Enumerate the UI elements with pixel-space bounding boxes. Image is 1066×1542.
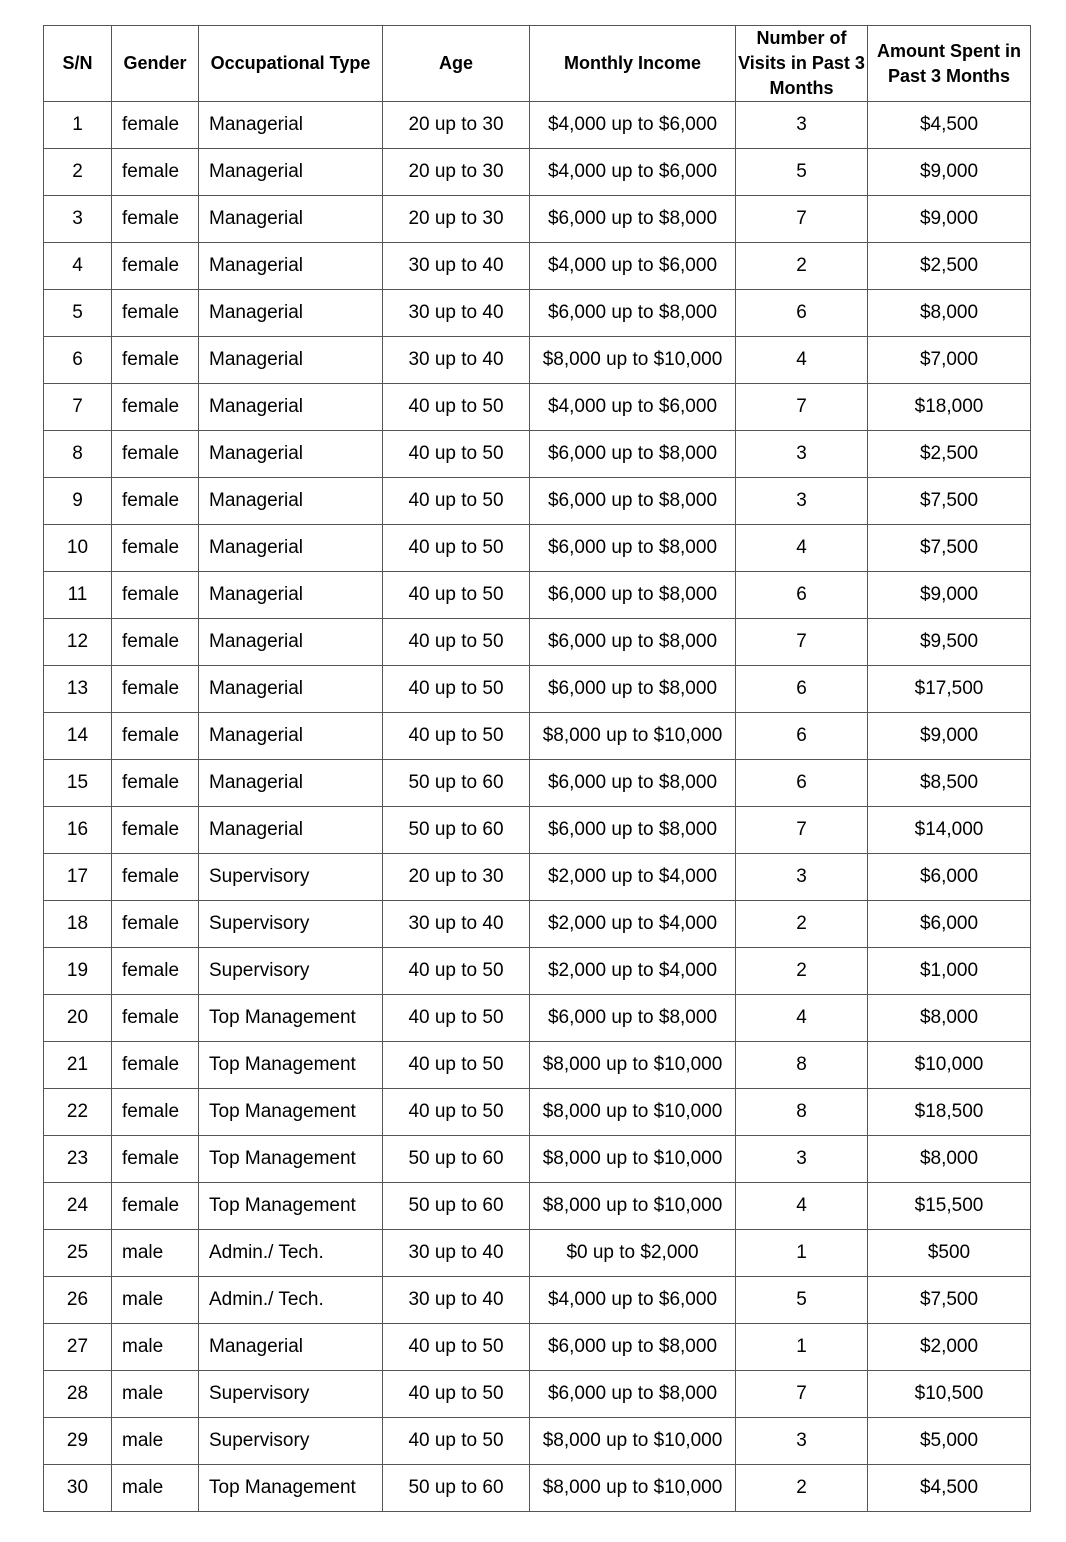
cell-gender: female	[112, 337, 199, 384]
cell-age: 40 up to 50	[383, 384, 530, 431]
cell-visits: 6	[736, 290, 868, 337]
cell-spent: $7,500	[868, 1277, 1031, 1324]
cell-sn: 12	[44, 619, 112, 666]
cell-spent: $7,000	[868, 337, 1031, 384]
cell-occupation: Managerial	[199, 572, 383, 619]
cell-occupation: Top Management	[199, 1465, 383, 1512]
cell-spent: $500	[868, 1230, 1031, 1277]
cell-income: $8,000 up to $10,000	[530, 1183, 736, 1230]
cell-occupation: Managerial	[199, 243, 383, 290]
table-row	[44, 572, 1031, 619]
table-row	[44, 760, 1031, 807]
table-row	[44, 666, 1031, 713]
cell-visits: 6	[736, 760, 868, 807]
cell-age: 40 up to 50	[383, 948, 530, 995]
cell-spent: $1,000	[868, 948, 1031, 995]
cell-spent: $9,500	[868, 619, 1031, 666]
table-row	[44, 149, 1031, 196]
cell-age: 40 up to 50	[383, 713, 530, 760]
cell-income: $6,000 up to $8,000	[530, 1371, 736, 1418]
table-row	[44, 1183, 1031, 1230]
cell-income: $2,000 up to $4,000	[530, 901, 736, 948]
cell-age: 20 up to 30	[383, 854, 530, 901]
cell-sn: 27	[44, 1324, 112, 1371]
cell-occupation: Top Management	[199, 1183, 383, 1230]
table-row	[44, 431, 1031, 478]
cell-income: $4,000 up to $6,000	[530, 384, 736, 431]
cell-occupation: Managerial	[199, 290, 383, 337]
data-table	[43, 25, 1031, 1512]
cell-sn: 8	[44, 431, 112, 478]
cell-sn: 1	[44, 102, 112, 149]
cell-age: 50 up to 60	[383, 760, 530, 807]
cell-sn: 3	[44, 196, 112, 243]
cell-income: $6,000 up to $8,000	[530, 525, 736, 572]
cell-spent: $6,000	[868, 854, 1031, 901]
cell-occupation: Supervisory	[199, 901, 383, 948]
cell-visits: 5	[736, 1277, 868, 1324]
cell-income: $0 up to $2,000	[530, 1230, 736, 1277]
cell-income: $4,000 up to $6,000	[530, 149, 736, 196]
cell-gender: female	[112, 1042, 199, 1089]
header-visits: Number of Visits in Past 3 Months	[736, 26, 868, 102]
cell-age: 20 up to 30	[383, 102, 530, 149]
cell-visits: 6	[736, 666, 868, 713]
table-row	[44, 948, 1031, 995]
cell-sn: 30	[44, 1465, 112, 1512]
cell-age: 50 up to 60	[383, 1183, 530, 1230]
cell-sn: 22	[44, 1089, 112, 1136]
table-row	[44, 1371, 1031, 1418]
cell-gender: female	[112, 102, 199, 149]
cell-gender: female	[112, 995, 199, 1042]
cell-gender: female	[112, 572, 199, 619]
cell-visits: 2	[736, 243, 868, 290]
cell-spent: $8,000	[868, 290, 1031, 337]
cell-visits: 2	[736, 948, 868, 995]
cell-income: $6,000 up to $8,000	[530, 995, 736, 1042]
cell-spent: $9,000	[868, 149, 1031, 196]
cell-spent: $9,000	[868, 196, 1031, 243]
cell-visits: 3	[736, 478, 868, 525]
cell-spent: $18,000	[868, 384, 1031, 431]
cell-income: $6,000 up to $8,000	[530, 619, 736, 666]
cell-sn: 16	[44, 807, 112, 854]
cell-visits: 1	[736, 1230, 868, 1277]
cell-spent: $17,500	[868, 666, 1031, 713]
cell-sn: 23	[44, 1136, 112, 1183]
cell-visits: 3	[736, 854, 868, 901]
cell-age: 20 up to 30	[383, 149, 530, 196]
cell-age: 30 up to 40	[383, 1277, 530, 1324]
cell-age: 40 up to 50	[383, 572, 530, 619]
cell-occupation: Managerial	[199, 713, 383, 760]
table-row	[44, 196, 1031, 243]
cell-sn: 25	[44, 1230, 112, 1277]
cell-occupation: Managerial	[199, 384, 383, 431]
cell-sn: 17	[44, 854, 112, 901]
cell-sn: 15	[44, 760, 112, 807]
cell-gender: female	[112, 478, 199, 525]
cell-income: $2,000 up to $4,000	[530, 854, 736, 901]
cell-income: $6,000 up to $8,000	[530, 666, 736, 713]
table-row	[44, 102, 1031, 149]
cell-sn: 10	[44, 525, 112, 572]
cell-visits: 7	[736, 807, 868, 854]
cell-age: 30 up to 40	[383, 337, 530, 384]
cell-visits: 5	[736, 149, 868, 196]
cell-age: 40 up to 50	[383, 1418, 530, 1465]
cell-sn: 21	[44, 1042, 112, 1089]
cell-spent: $7,500	[868, 525, 1031, 572]
table-row	[44, 995, 1031, 1042]
cell-spent: $2,000	[868, 1324, 1031, 1371]
table-row	[44, 1230, 1031, 1277]
table-row	[44, 478, 1031, 525]
table-row	[44, 807, 1031, 854]
cell-occupation: Admin./ Tech.	[199, 1277, 383, 1324]
cell-occupation: Managerial	[199, 478, 383, 525]
cell-gender: female	[112, 713, 199, 760]
cell-visits: 7	[736, 1371, 868, 1418]
cell-age: 40 up to 50	[383, 1089, 530, 1136]
cell-income: $6,000 up to $8,000	[530, 572, 736, 619]
cell-spent: $10,500	[868, 1371, 1031, 1418]
table-body	[44, 102, 1031, 1512]
table-row	[44, 525, 1031, 572]
cell-gender: female	[112, 1089, 199, 1136]
cell-age: 40 up to 50	[383, 478, 530, 525]
cell-spent: $7,500	[868, 478, 1031, 525]
header-gender: Gender	[112, 26, 199, 102]
cell-income: $6,000 up to $8,000	[530, 290, 736, 337]
cell-age: 50 up to 60	[383, 1136, 530, 1183]
table-row	[44, 1042, 1031, 1089]
cell-income: $4,000 up to $6,000	[530, 243, 736, 290]
cell-sn: 18	[44, 901, 112, 948]
cell-age: 40 up to 50	[383, 1324, 530, 1371]
cell-income: $8,000 up to $10,000	[530, 1136, 736, 1183]
cell-sn: 19	[44, 948, 112, 995]
cell-gender: female	[112, 854, 199, 901]
cell-visits: 1	[736, 1324, 868, 1371]
cell-occupation: Managerial	[199, 196, 383, 243]
cell-gender: female	[112, 384, 199, 431]
cell-sn: 2	[44, 149, 112, 196]
cell-spent: $8,000	[868, 1136, 1031, 1183]
cell-age: 30 up to 40	[383, 243, 530, 290]
cell-visits: 2	[736, 901, 868, 948]
cell-income: $8,000 up to $10,000	[530, 1042, 736, 1089]
cell-spent: $14,000	[868, 807, 1031, 854]
cell-sn: 9	[44, 478, 112, 525]
cell-income: $6,000 up to $8,000	[530, 1324, 736, 1371]
header-age: Age	[383, 26, 530, 102]
cell-gender: male	[112, 1324, 199, 1371]
cell-age: 30 up to 40	[383, 290, 530, 337]
table-row	[44, 384, 1031, 431]
cell-sn: 5	[44, 290, 112, 337]
cell-income: $8,000 up to $10,000	[530, 1418, 736, 1465]
cell-age: 40 up to 50	[383, 525, 530, 572]
table-row	[44, 1277, 1031, 1324]
cell-occupation: Managerial	[199, 337, 383, 384]
cell-sn: 4	[44, 243, 112, 290]
cell-gender: female	[112, 666, 199, 713]
cell-age: 40 up to 50	[383, 995, 530, 1042]
cell-occupation: Managerial	[199, 619, 383, 666]
cell-income: $6,000 up to $8,000	[530, 431, 736, 478]
cell-gender: female	[112, 431, 199, 478]
cell-income: $8,000 up to $10,000	[530, 1089, 736, 1136]
cell-sn: 28	[44, 1371, 112, 1418]
table-row	[44, 1324, 1031, 1371]
cell-sn: 29	[44, 1418, 112, 1465]
cell-occupation: Top Management	[199, 995, 383, 1042]
table-row	[44, 1465, 1031, 1512]
table-row	[44, 901, 1031, 948]
cell-sn: 11	[44, 572, 112, 619]
cell-occupation: Supervisory	[199, 948, 383, 995]
cell-visits: 4	[736, 995, 868, 1042]
cell-visits: 7	[736, 196, 868, 243]
cell-spent: $10,000	[868, 1042, 1031, 1089]
cell-occupation: Managerial	[199, 431, 383, 478]
cell-spent: $15,500	[868, 1183, 1031, 1230]
cell-gender: female	[112, 525, 199, 572]
cell-occupation: Managerial	[199, 666, 383, 713]
cell-sn: 24	[44, 1183, 112, 1230]
cell-age: 20 up to 30	[383, 196, 530, 243]
cell-visits: 3	[736, 1136, 868, 1183]
cell-income: $4,000 up to $6,000	[530, 1277, 736, 1324]
cell-gender: female	[112, 807, 199, 854]
cell-visits: 4	[736, 525, 868, 572]
cell-gender: female	[112, 901, 199, 948]
cell-gender: female	[112, 760, 199, 807]
cell-income: $4,000 up to $6,000	[530, 102, 736, 149]
cell-income: $6,000 up to $8,000	[530, 478, 736, 525]
cell-age: 40 up to 50	[383, 431, 530, 478]
cell-occupation: Admin./ Tech.	[199, 1230, 383, 1277]
cell-occupation: Managerial	[199, 525, 383, 572]
cell-gender: female	[112, 619, 199, 666]
table-row	[44, 619, 1031, 666]
cell-age: 30 up to 40	[383, 901, 530, 948]
table-row	[44, 337, 1031, 384]
header-occupation: Occupational Type	[199, 26, 383, 102]
cell-spent: $6,000	[868, 901, 1031, 948]
header-sn: S/N	[44, 26, 112, 102]
cell-occupation: Top Management	[199, 1042, 383, 1089]
cell-visits: 3	[736, 102, 868, 149]
table-row	[44, 713, 1031, 760]
cell-gender: female	[112, 948, 199, 995]
table-row	[44, 1418, 1031, 1465]
cell-occupation: Managerial	[199, 149, 383, 196]
cell-gender: male	[112, 1371, 199, 1418]
table-row	[44, 1089, 1031, 1136]
cell-visits: 8	[736, 1042, 868, 1089]
cell-visits: 6	[736, 713, 868, 760]
cell-occupation: Top Management	[199, 1089, 383, 1136]
cell-sn: 14	[44, 713, 112, 760]
cell-gender: female	[112, 1136, 199, 1183]
cell-sn: 26	[44, 1277, 112, 1324]
cell-gender: female	[112, 243, 199, 290]
cell-occupation: Top Management	[199, 1136, 383, 1183]
cell-age: 40 up to 50	[383, 1371, 530, 1418]
cell-income: $8,000 up to $10,000	[530, 337, 736, 384]
cell-sn: 13	[44, 666, 112, 713]
cell-visits: 3	[736, 431, 868, 478]
cell-gender: female	[112, 290, 199, 337]
cell-income: $6,000 up to $8,000	[530, 807, 736, 854]
cell-occupation: Managerial	[199, 102, 383, 149]
cell-visits: 3	[736, 1418, 868, 1465]
cell-income: $6,000 up to $8,000	[530, 760, 736, 807]
cell-spent: $8,000	[868, 995, 1031, 1042]
cell-gender: male	[112, 1465, 199, 1512]
cell-age: 40 up to 50	[383, 1042, 530, 1089]
cell-income: $6,000 up to $8,000	[530, 196, 736, 243]
cell-occupation: Supervisory	[199, 854, 383, 901]
cell-spent: $4,500	[868, 102, 1031, 149]
cell-spent: $5,000	[868, 1418, 1031, 1465]
cell-spent: $9,000	[868, 713, 1031, 760]
cell-spent: $2,500	[868, 243, 1031, 290]
cell-visits: 2	[736, 1465, 868, 1512]
cell-income: $8,000 up to $10,000	[530, 1465, 736, 1512]
table-row	[44, 854, 1031, 901]
cell-occupation: Managerial	[199, 807, 383, 854]
cell-gender: female	[112, 196, 199, 243]
cell-age: 30 up to 40	[383, 1230, 530, 1277]
cell-occupation: Managerial	[199, 760, 383, 807]
cell-age: 40 up to 50	[383, 619, 530, 666]
cell-gender: female	[112, 1183, 199, 1230]
cell-gender: male	[112, 1418, 199, 1465]
cell-income: $8,000 up to $10,000	[530, 713, 736, 760]
cell-occupation: Managerial	[199, 1324, 383, 1371]
header-spent: Amount Spent in Past 3 Months	[868, 26, 1031, 102]
table-row	[44, 1136, 1031, 1183]
cell-visits: 4	[736, 337, 868, 384]
cell-visits: 4	[736, 1183, 868, 1230]
cell-sn: 7	[44, 384, 112, 431]
cell-gender: male	[112, 1277, 199, 1324]
cell-gender: female	[112, 149, 199, 196]
table-row	[44, 290, 1031, 337]
cell-visits: 6	[736, 572, 868, 619]
cell-spent: $4,500	[868, 1465, 1031, 1512]
cell-visits: 7	[736, 619, 868, 666]
cell-age: 50 up to 60	[383, 1465, 530, 1512]
cell-spent: $2,500	[868, 431, 1031, 478]
cell-visits: 8	[736, 1089, 868, 1136]
cell-occupation: Supervisory	[199, 1371, 383, 1418]
cell-spent: $18,500	[868, 1089, 1031, 1136]
cell-age: 50 up to 60	[383, 807, 530, 854]
cell-spent: $9,000	[868, 572, 1031, 619]
cell-sn: 20	[44, 995, 112, 1042]
cell-visits: 7	[736, 384, 868, 431]
cell-income: $2,000 up to $4,000	[530, 948, 736, 995]
header-row	[44, 26, 1031, 102]
cell-age: 40 up to 50	[383, 666, 530, 713]
cell-occupation: Supervisory	[199, 1418, 383, 1465]
cell-spent: $8,500	[868, 760, 1031, 807]
header-income: Monthly Income	[530, 26, 736, 102]
cell-sn: 6	[44, 337, 112, 384]
table-row	[44, 243, 1031, 290]
cell-gender: male	[112, 1230, 199, 1277]
